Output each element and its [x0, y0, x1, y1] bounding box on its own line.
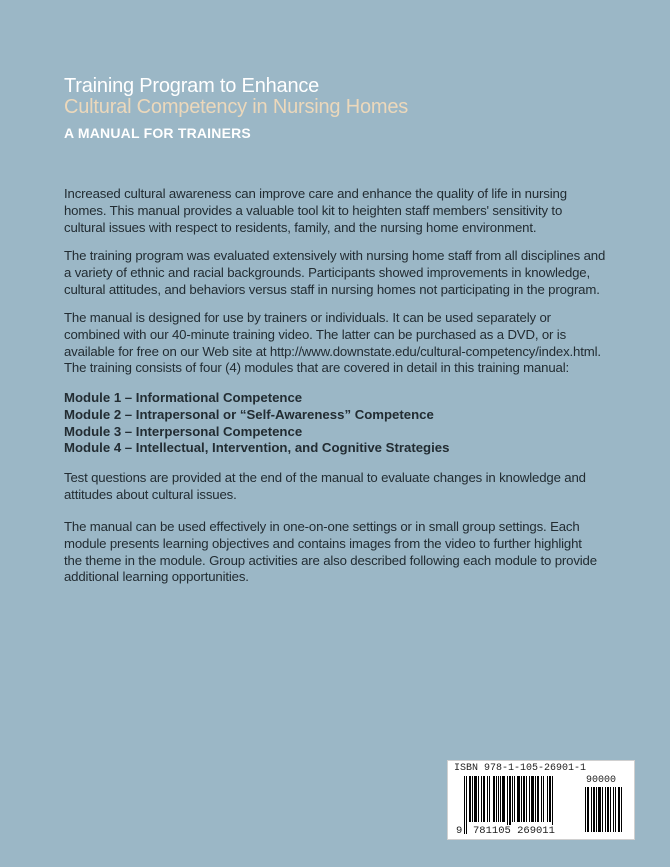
text-line: Test questions are provided at the end of the manual to evaluate changes in knowledge and	[64, 470, 586, 485]
module-item: Module 2 – Intrapersonal or “Self-Awareness” Competence	[64, 406, 434, 422]
paragraph-evaluation	[64, 248, 654, 298]
text-line: combined with our 40-minute training video. The latter can be purchased as a DVD, or is	[64, 326, 567, 342]
paragraph-usage	[64, 310, 654, 377]
isbn-label: ISBN 978-1-105-26901-1	[454, 763, 587, 774]
text-line: The manual can be used effectively in one-on-one settings or in small group settings. Each	[64, 519, 580, 534]
isbn-barcode	[447, 760, 635, 840]
text-line: The training consists of four (4) modules that are covered in detail in this training manual:	[64, 360, 570, 376]
text-line: The manual is designed for use by trainers or individuals. It can be used separately or	[64, 310, 551, 325]
text-line: cultural attitudes, and behaviors versus staff in nursing homes not participating in the program.	[64, 281, 600, 297]
cover-title-block	[64, 76, 624, 141]
text-line: module presents learning objectives and contains images from the video to further highlight	[64, 535, 582, 551]
module-item: Module 1 – Informational Competence	[64, 390, 303, 405]
text-line: a variety of ethnic and racial backgrounds. Participants showed improvements in knowledge,	[64, 264, 591, 280]
module-item: Module 4 – Intellectual, Intervention, and Cognitive Strategies	[64, 440, 450, 456]
paragraph-test-questions	[64, 470, 654, 504]
subtitle: A MANUAL FOR TRAINERS	[64, 125, 251, 141]
text-line: the theme in the module. Group activities are also described following each module to provide	[64, 552, 597, 568]
barcode-number: 781105 269011	[473, 825, 555, 837]
text-line: The training program was evaluated extensively with nursing home staff from all disciplines and	[64, 248, 606, 263]
text-line: attitudes about cultural issues.	[64, 486, 237, 502]
text-line: Increased cultural awareness can improve care and enhance the quality of life in nursing	[64, 186, 567, 201]
title-line-1: Training Program to Enhance	[64, 75, 320, 97]
paragraph-intro	[64, 186, 654, 236]
text-line: available for free on our Web site at http://www.downstate.edu/cultural-competency/index.html.	[64, 343, 601, 359]
barcode-addon-bars-icon	[585, 787, 629, 832]
barcode-lead-digit: 9	[456, 825, 463, 837]
barcode-addon-number: 90000	[586, 775, 617, 786]
module-item: Module 3 – Interpersonal Competence	[64, 423, 303, 439]
text-line: homes. This manual provides a valuable tool kit to heighten staff members' sensitivity to	[64, 202, 563, 218]
module-list	[64, 390, 654, 457]
text-line: additional learning opportunities.	[64, 569, 249, 585]
paragraph-settings	[64, 519, 654, 586]
title-line-2: Cultural Competency in Nursing Homes	[64, 96, 409, 118]
text-line: cultural issues with respect to residents, family, and the nursing home environment.	[64, 219, 537, 235]
